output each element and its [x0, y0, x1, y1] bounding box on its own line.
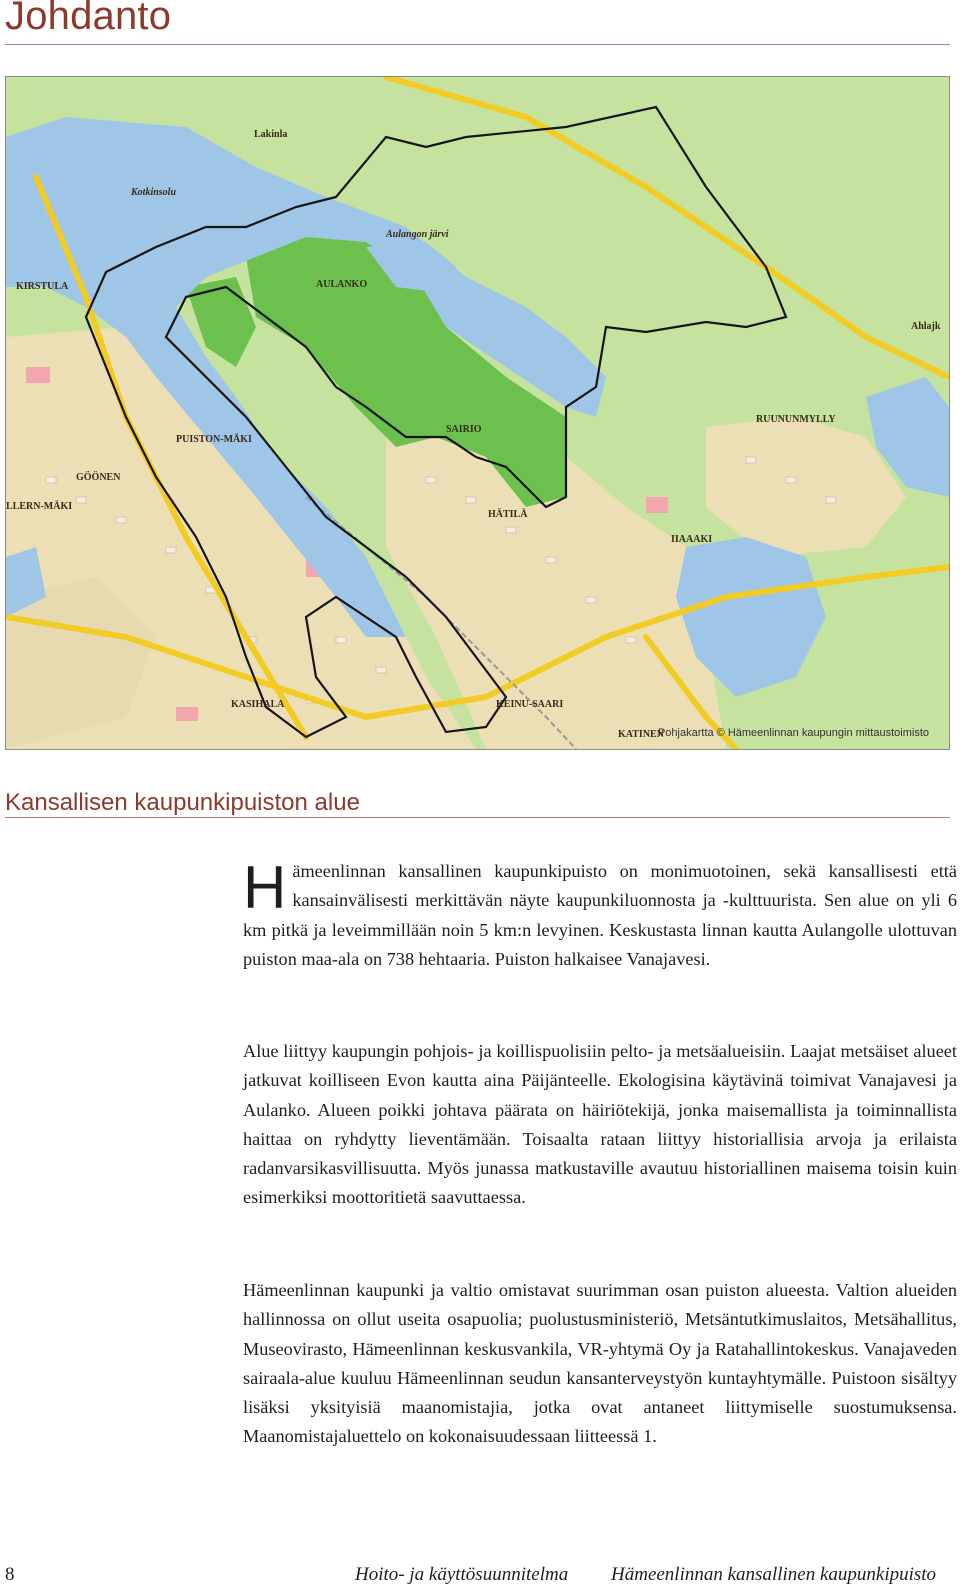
map-label: SAIRIO	[446, 424, 482, 435]
drop-cap: H	[243, 854, 287, 921]
footer-doc-title: Hoito- ja käyttösuunnitelma	[355, 1564, 569, 1585]
map-label: KASIHALA	[231, 699, 285, 710]
map-label: RUUNUNMYLLY	[756, 414, 836, 425]
map-label: KATINEN	[618, 729, 664, 740]
map-label: Ahlajk	[911, 321, 941, 332]
footer-publication: Hämeenlinnan kansallinen kaupunkipuisto	[611, 1564, 937, 1585]
map-label: PUISTON-MÄKI	[176, 434, 252, 445]
heading-rule	[5, 44, 950, 45]
paragraph-1-text: ämeenlinnan kansallinen kaupunkipuisto on monimuotoinen, sekä kansallisesti että kansainvälisesti merkittävän näyte kaupunkiluonnosta ja -kulttuurista. Sen alue on yli 6 km pitkä ja leveimmillään noin 5 km:n levyinen. Keskustasta linnan kautta Aulangolle ulottuvan puiston maa-ala on 738 hehtaaria. Puiston halkaisee Vanajavesi.	[243, 861, 957, 969]
page-number: 8	[5, 1564, 15, 1585]
paragraph-1	[243, 854, 957, 974]
map-label: IIAAAKI	[671, 534, 713, 545]
map-graphic	[6, 77, 949, 749]
map-label: Lakinla	[254, 129, 288, 140]
section-heading: Kansallisen kaupunkipuiston alue	[5, 789, 360, 816]
paragraph-2: Alue liittyy kaupungin pohjois- ja koillispuolisiin pelto- ja metsäalueisiin. Laajat metsäiset alueet jatkuvat koilliseen Evon kautta aina Päijänteelle. Ekologisina käytävinä toimivat Vanajavesi ja Aulanko. Alueen poikki johtava päärata on häiriötekijä, jonka maisemallista ja toiminnallista haittaa on ryhdytty lieventämään. Toisaalta rataan liittyy historiallisia arvoja ja erilaista radanvarsikasvillisuutta. Myös junassa matkustaville avautuu historiallinen maisema toisin kuin esimerkiksi moottoritietä saavuttaessa.	[243, 1041, 957, 1208]
map-label: AULANKO	[316, 279, 368, 290]
park-map	[5, 76, 950, 750]
map-label: GÖÖNEN	[76, 472, 121, 483]
map-label: LLERN-MÄKI	[6, 501, 73, 512]
map-label: KIRSTULA	[16, 281, 69, 292]
map-label: Kotkinsolu	[131, 187, 177, 198]
paragraph-3: Hämeenlinnan kaupunki ja valtio omistavat suurimman osan puiston alueesta. Valtion alueiden hallinnossa on ollut useita osapuolia; puolustusministeriö, Metsäntutkimuslaitos, Metsähallitus, Museovirasto, Hämeenlinnan keskusvankila, VR-yhtymä Oy ja Ratahallintokeskus. Vanajaveden sairaala-alue kuuluu Hämeenlinnan seudun kansanterveystyön kuntayhtymälle. Puistoon sisältyy lisäksi yksityisiä maanomistajia, jotka ovat antaneet liittymiselle suostumuksensa. Maanomistajaluettelo on kokonaisuudessaan liitteessä 1.	[243, 1280, 957, 1447]
section-rule	[5, 817, 950, 818]
map-label: HÄTILÄ	[488, 509, 528, 520]
page-heading: Johdanto	[5, 0, 172, 38]
map-label: Aulangon järvi	[386, 229, 449, 240]
map-credit: Pohjakartta © Hämeenlinnan kaupungin mittaustoimisto	[657, 727, 929, 739]
map-label: KEINU-SAARI	[496, 699, 564, 710]
